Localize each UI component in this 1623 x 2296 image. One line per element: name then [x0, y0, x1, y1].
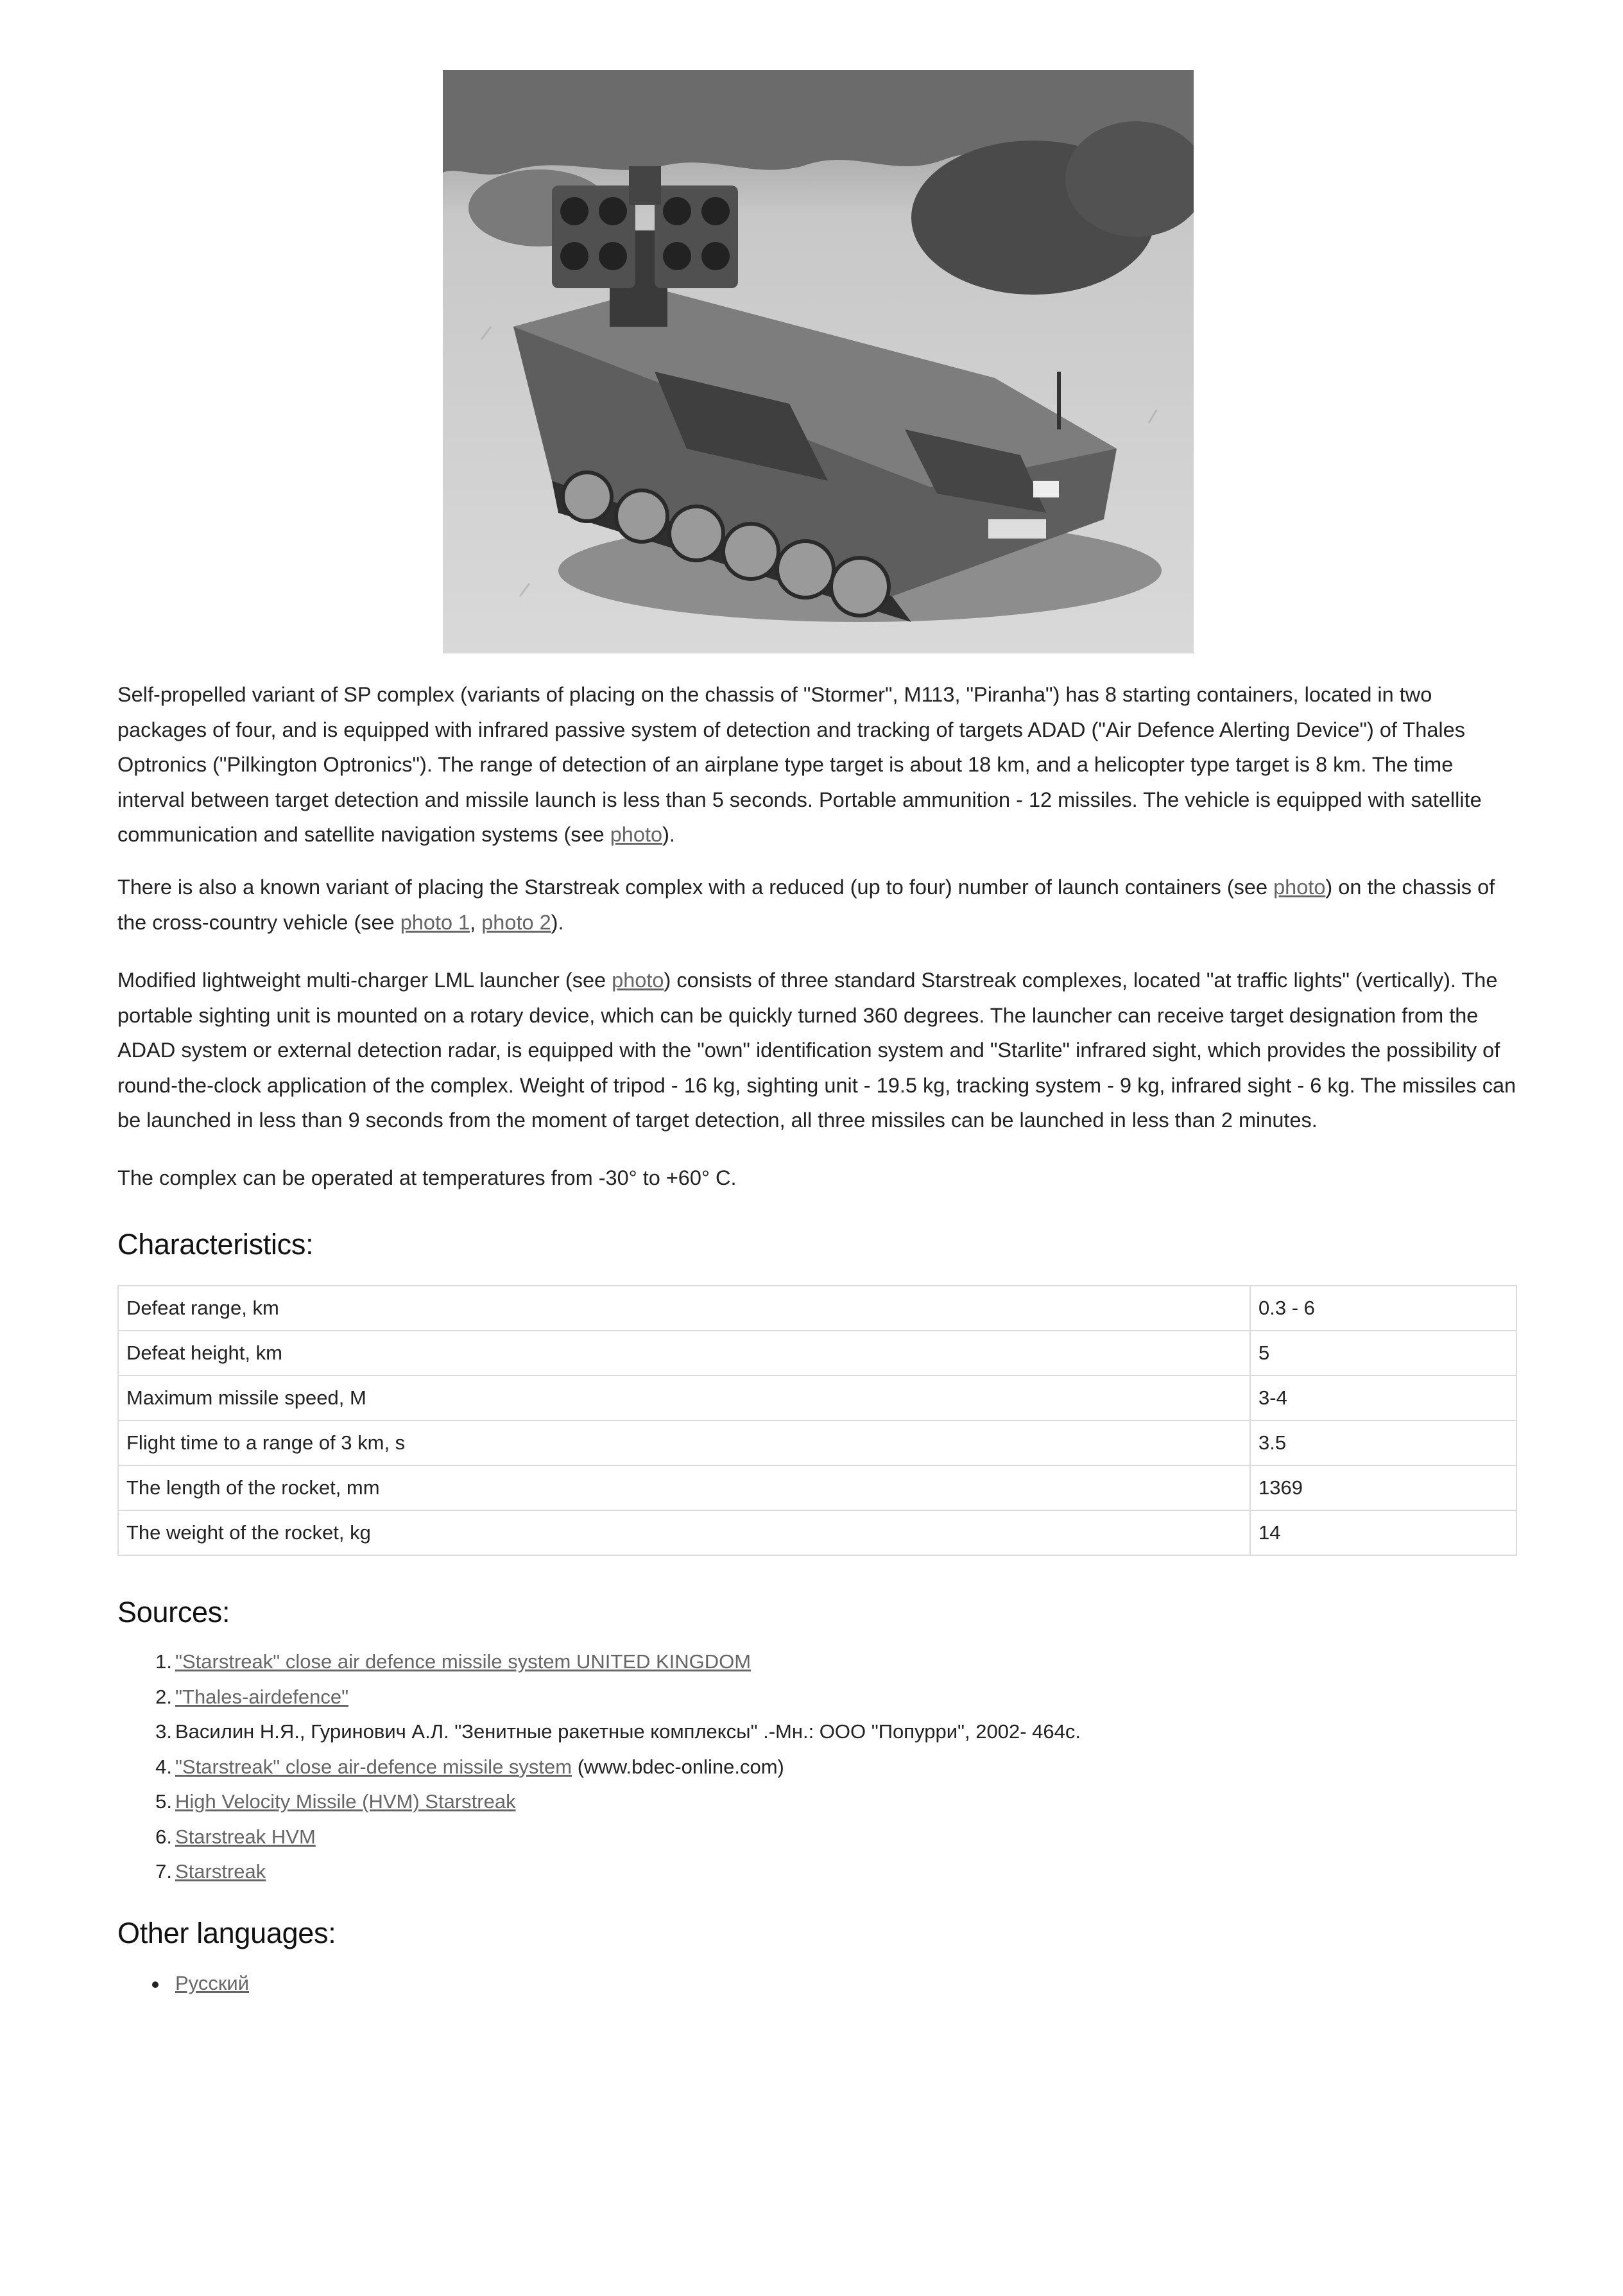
list-item	[117, 1784, 1516, 1820]
spec-value: 0.3 - 6	[1250, 1286, 1516, 1331]
spec-label: Maximum missile speed, M	[118, 1376, 1250, 1420]
source-link[interactable]: "Starstreak" close air-defence missile system	[175, 1755, 572, 1778]
spec-label: Flight time to a range of 3 km, s	[118, 1420, 1250, 1465]
source-link[interactable]: "Starstreak" close air defence missile system UNITED KINGDOM	[175, 1650, 751, 1673]
photo-link[interactable]: photo	[1273, 876, 1326, 899]
spec-label: The weight of the rocket, kg	[118, 1510, 1250, 1555]
paragraph-tail: ).	[662, 823, 675, 846]
paragraph-cross-country	[117, 870, 1516, 940]
source-link[interactable]: Starstreak	[175, 1860, 266, 1883]
paragraph-text	[117, 870, 1516, 940]
languages-list	[117, 1966, 1516, 2001]
photo-link[interactable]: photo	[612, 969, 664, 992]
spec-value: 3-4	[1250, 1376, 1516, 1420]
list-number: 3.	[155, 1720, 172, 1743]
sources-list	[117, 1644, 1516, 1890]
paragraph-text	[117, 677, 1516, 852]
list-item	[117, 1820, 1516, 1855]
list-item	[117, 1966, 1516, 2001]
source-text: (www.bdec-online.com)	[572, 1755, 784, 1778]
list-number: 4.	[155, 1755, 172, 1778]
spec-label: The length of the rocket, mm	[118, 1465, 1250, 1510]
sources-heading: Sources:	[117, 1596, 230, 1628]
spec-value: 5	[1250, 1331, 1516, 1376]
list-number: 2.	[155, 1685, 172, 1708]
paragraph-text: The complex can be operated at temperatures from -30° to +60° C.	[117, 1166, 737, 1189]
list-item	[117, 1680, 1516, 1715]
vehicle-photo	[443, 70, 1194, 653]
photo-2-link[interactable]: photo 2	[481, 910, 551, 934]
list-number: 6.	[155, 1825, 172, 1848]
list-number: 1.	[155, 1650, 172, 1673]
table-row	[118, 1286, 1516, 1331]
other-languages-heading: Other languages:	[117, 1917, 336, 1949]
source-link[interactable]: Starstreak HVM	[175, 1825, 316, 1848]
bullet-icon	[152, 1981, 159, 1988]
list-number: 7.	[155, 1860, 172, 1883]
spec-value: 3.5	[1250, 1420, 1516, 1465]
paragraph-lml-launcher	[117, 963, 1516, 1138]
tracked-vehicle-image	[443, 70, 1194, 653]
spec-value: 14	[1250, 1510, 1516, 1555]
table-row	[118, 1510, 1516, 1555]
source-text: Василин Н.Я., Гуринович А.Л. "Зенитные ракетные комплексы" .-Мн.: ООО "Попурри", 2002- 464с.	[175, 1720, 1081, 1743]
table-row	[118, 1420, 1516, 1465]
table-row	[118, 1331, 1516, 1376]
list-item	[117, 1750, 1516, 1785]
list-item	[117, 1644, 1516, 1680]
source-link[interactable]: "Thales-airdefence"	[175, 1685, 349, 1708]
paragraph-text	[117, 963, 1516, 1138]
spec-value: 1369	[1250, 1465, 1516, 1510]
spec-label: Defeat range, km	[118, 1286, 1250, 1331]
spec-label: Defeat height, km	[118, 1331, 1250, 1376]
list-number: 5.	[155, 1790, 172, 1813]
source-link[interactable]: High Velocity Missile (HVM) Starstreak	[175, 1790, 516, 1813]
paragraph-body: ) consists of three standard Starstreak complexes, located "at traffic lights" (vertically). The portable sighting unit is mounted on a rotary device, which can be quickly turned 360 degrees. The launcher can receive target designation from the ADAD system or external detection radar, is equipped with the "own" identification system and "Starlite" infrared sight, which provides the possibility of round-the-clock application of the complex. Weight of tripod - 16 kg, sighting unit - 19.5 kg, tracking system - 9 kg, infrared sight - 6 kg. The missiles can be launched in less than 9 seconds from the moment of target detection, all three missiles can be launched in less than 2 minutes.	[117, 969, 1516, 1132]
separator: ,	[470, 910, 482, 934]
characteristics-heading: Characteristics:	[117, 1228, 314, 1261]
paragraph-temperature	[117, 1161, 1516, 1196]
photo-link[interactable]: photo	[610, 823, 663, 846]
paragraph-self-propelled	[117, 677, 1516, 852]
list-item	[117, 1714, 1516, 1750]
table-row	[118, 1465, 1516, 1510]
photo-1-link[interactable]: photo 1	[400, 910, 470, 934]
paragraph-body: There is also a known variant of placing the Starstreak complex with a reduced (up to four) number of launch containers (see	[117, 876, 1274, 899]
paragraph-body: Modified lightweight multi-charger LML launcher (see	[117, 969, 612, 992]
characteristics-table	[117, 1285, 1517, 1556]
paragraph-body: ) on the chassis of the cross-country vehicle (see	[117, 876, 1495, 934]
paragraph-body: Self-propelled variant of SP complex (variants of placing on the chassis of "Stormer", M113, "Piranha") has 8 starting containers, located in two packages of four, and is equipped with infrared passive system of detection and tracking of targets ADAD ("Air Defence Alerting Device") of Thales Optronics ("Pilkington Optronics"). The range of detection of an airplane type target is about 18 km, and a helicopter type target is 8 km. The time interval between target detection and missile launch is less than 5 seconds. Portable ammunition - 12 missiles. The vehicle is equipped with satellite communication and satellite navigation systems (see	[117, 683, 1482, 846]
language-link-russian[interactable]: Русский	[175, 1972, 250, 1994]
paragraph-tail: ).	[551, 910, 564, 934]
table-row	[118, 1376, 1516, 1420]
list-item	[117, 1854, 1516, 1890]
